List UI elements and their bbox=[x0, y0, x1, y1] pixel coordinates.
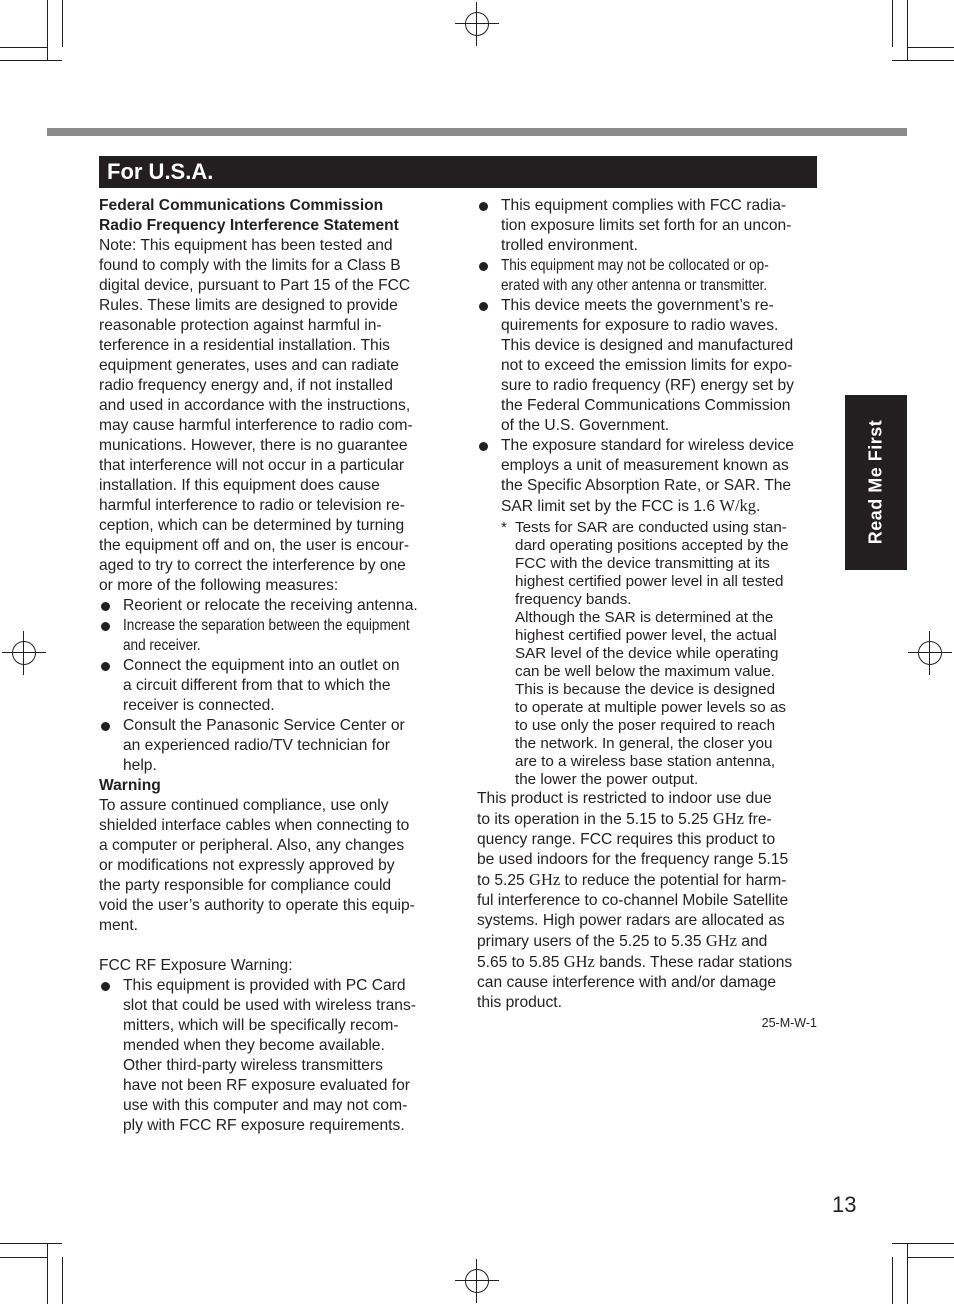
heading: Federal Communications Commission bbox=[99, 197, 384, 214]
indoor-paragraph bbox=[477, 789, 817, 1013]
text-line: sure to radio frequency (RF) energy set by bbox=[501, 377, 794, 394]
text-line: Although the SAR is determined at the bbox=[515, 609, 774, 626]
list-item bbox=[477, 296, 817, 436]
crop-mark bbox=[892, 1257, 893, 1304]
warning-heading: Warning bbox=[99, 777, 161, 794]
list-item bbox=[99, 616, 439, 656]
text-line: ception, which can be determined by turning bbox=[99, 517, 405, 534]
crop-mark bbox=[47, 0, 48, 60]
asterisk: * bbox=[501, 519, 507, 536]
text-line: or more of the following measures: bbox=[99, 577, 339, 594]
crop-mark bbox=[907, 0, 908, 60]
registration-mark-icon bbox=[455, 1259, 499, 1303]
list-item bbox=[99, 976, 439, 1136]
text-line: ful interference to co-channel Mobile Satellite bbox=[477, 892, 789, 909]
text-line: The exposure standard for wireless device bbox=[501, 437, 794, 454]
text-line: highest certified power level, the actual bbox=[515, 627, 777, 644]
text-line: ply with FCC RF exposure requirements. bbox=[123, 1117, 405, 1134]
text-line: FCC with the device transmitting at its bbox=[515, 555, 770, 572]
text-line: systems. High power radars are allocated as bbox=[477, 912, 785, 929]
list-item bbox=[99, 716, 439, 776]
text-line: SAR limit set by the FCC is 1.6 W/kg. bbox=[501, 496, 761, 515]
bullet-icon bbox=[479, 442, 488, 451]
text-line: primary users of the 5.25 to 5.35 GHz and bbox=[477, 931, 768, 950]
text-line: a computer or peripheral. Also, any changes bbox=[99, 837, 405, 854]
list-item bbox=[477, 436, 817, 517]
registration-mark-icon bbox=[2, 631, 46, 675]
unit-text: GHz bbox=[529, 870, 561, 889]
heading: Radio Frequency Interference Statement bbox=[99, 217, 399, 234]
text-line: This product is restricted to indoor use due bbox=[477, 790, 772, 807]
text-line: This device is designed and manufactured bbox=[501, 337, 794, 354]
text-line: the Specific Absorption Rate, or SAR. The bbox=[501, 477, 792, 494]
text-line: tion exposure limits set forth for an uncon- bbox=[501, 217, 792, 234]
list-item bbox=[99, 656, 439, 716]
crop-mark bbox=[892, 60, 954, 61]
text-line: munications. However, there is no guarantee bbox=[99, 437, 408, 454]
unit-text: GHz bbox=[563, 952, 595, 971]
unit-text: GHz bbox=[705, 931, 737, 950]
text-line: Reorient or relocate the receiving antenna. bbox=[123, 597, 418, 614]
text-line: Connect the equipment into an outlet on bbox=[123, 657, 400, 674]
crop-mark bbox=[907, 1257, 954, 1258]
text-line: to its operation in the 5.15 to 5.25 GHz fre- bbox=[477, 809, 772, 828]
text-line: to 5.25 GHz to reduce the potential for harm- bbox=[477, 870, 787, 889]
text-line: void the user’s authority to operate this equip- bbox=[99, 897, 415, 914]
text-line: a circuit different from that to which the bbox=[123, 677, 391, 694]
text-line: equipment generates, uses and can radiate bbox=[99, 357, 399, 374]
bullet-icon bbox=[479, 302, 488, 311]
text-line: be used indoors for the frequency range 5.15 bbox=[477, 851, 789, 868]
crop-mark bbox=[0, 1243, 62, 1244]
text-line: 5.65 to 5.85 GHz bands. These radar stations bbox=[477, 952, 793, 971]
text-line: Other third-party wireless transmitters bbox=[123, 1057, 383, 1074]
crop-mark bbox=[47, 1243, 48, 1304]
text-line: the network. In general, the closer you bbox=[515, 735, 773, 752]
left-column bbox=[99, 196, 439, 1136]
text-line: This is because the device is designed bbox=[515, 681, 776, 698]
text-line: highest certified power level in all tested bbox=[515, 573, 784, 590]
text-line: This equipment may not be collocated or op- bbox=[501, 257, 769, 274]
text-line: Rules. These limits are designed to provide bbox=[99, 297, 398, 314]
text-line: This equipment complies with FCC radia- bbox=[501, 197, 787, 214]
text-line: To assure continued compliance, use only bbox=[99, 797, 389, 814]
text-line: terference in a residential installation. This bbox=[99, 337, 390, 354]
text-line: to use only the poser required to reach bbox=[515, 717, 776, 734]
text-line: this product. bbox=[477, 994, 562, 1011]
crop-mark bbox=[892, 1243, 954, 1244]
document-code: 25-M-W-1 bbox=[761, 1016, 817, 1030]
bullet-icon bbox=[479, 262, 488, 271]
rf-heading: FCC RF Exposure Warning: bbox=[99, 957, 293, 974]
text-line: found to comply with the limits for a Class B bbox=[99, 257, 401, 274]
text-line: Consult the Panasonic Service Center or bbox=[123, 717, 405, 734]
bullet-icon bbox=[101, 602, 110, 611]
registration-mark-icon bbox=[455, 2, 499, 46]
registration-mark-icon bbox=[908, 631, 952, 675]
footnote bbox=[477, 519, 817, 789]
text-line: the Federal Communications Commission bbox=[501, 397, 791, 414]
list-item bbox=[477, 196, 817, 256]
unit-text: GHz bbox=[712, 809, 744, 828]
text-line: frequency bands. bbox=[515, 591, 632, 608]
text-line: the party responsible for compliance could bbox=[99, 877, 392, 894]
text-line: Increase the separation between the equipment bbox=[123, 617, 410, 634]
crop-mark bbox=[0, 60, 62, 61]
text-line: slot that could be used with wireless trans- bbox=[123, 997, 416, 1014]
crop-mark bbox=[0, 1257, 47, 1258]
text-line: not to exceed the emission limits for expo- bbox=[501, 357, 793, 374]
text-line: This equipment is provided with PC Card bbox=[123, 977, 406, 994]
text-line: can cause interference with and/or damage bbox=[477, 974, 777, 991]
unit-text: W/kg bbox=[719, 496, 757, 515]
section-title: For U.S.A. bbox=[99, 156, 817, 188]
side-tab-label: Read Me First bbox=[865, 419, 886, 545]
text-line: the lower the power output. bbox=[515, 771, 699, 788]
text-line: mitters, which will be specifically recom- bbox=[123, 1017, 399, 1034]
text-line: and used in accordance with the instructions, bbox=[99, 397, 411, 414]
text-line: to operate at multiple power levels so as bbox=[515, 699, 786, 716]
bullet-icon bbox=[101, 982, 110, 991]
text-line: are to a wireless base station antenna, bbox=[515, 753, 776, 770]
text-line: of the U.S. Government. bbox=[501, 417, 670, 434]
text-line: can be well below the maximum value. bbox=[515, 663, 775, 680]
crop-mark bbox=[62, 1257, 63, 1304]
text-line: quirements for exposure to radio waves. bbox=[501, 317, 779, 334]
text-line: installation. If this equipment does cause bbox=[99, 477, 380, 494]
bullet-icon bbox=[101, 622, 110, 631]
text-line: quency range. FCC requires this product to bbox=[477, 831, 776, 848]
text-line: an experienced radio/TV technician for bbox=[123, 737, 390, 754]
text-line: aged to try to correct the interference by one bbox=[99, 557, 406, 574]
text-line: or modifications not expressly approved by bbox=[99, 857, 395, 874]
list-item bbox=[477, 256, 817, 296]
bullet-icon bbox=[101, 722, 110, 731]
text-line: employs a unit of measurement known as bbox=[501, 457, 789, 474]
header-rule bbox=[47, 128, 907, 136]
text-line: Tests for SAR are conducted using stan- bbox=[515, 519, 787, 536]
text-line: have not been RF exposure evaluated for bbox=[123, 1077, 410, 1094]
text-line: dard operating positions accepted by the bbox=[515, 537, 789, 554]
text-line: the equipment off and on, the user is encour- bbox=[99, 537, 410, 554]
text-line: digital device, pursuant to Part 15 of the FCC bbox=[99, 277, 411, 294]
bullet-icon bbox=[101, 662, 110, 671]
crop-mark bbox=[907, 1243, 908, 1304]
text-line: mended when they become available. bbox=[123, 1037, 385, 1054]
spacer bbox=[99, 936, 439, 956]
side-tab bbox=[845, 395, 907, 570]
crop-mark bbox=[62, 0, 63, 47]
text-line: trolled environment. bbox=[501, 237, 638, 254]
text-line: use with this computer and may not com- bbox=[123, 1097, 408, 1114]
right-column bbox=[477, 196, 817, 1033]
crop-mark bbox=[892, 0, 893, 47]
text-line: may cause harmful interference to radio com- bbox=[99, 417, 413, 434]
text-line: that interference will not occur in a particular bbox=[99, 457, 405, 474]
text-line: and receiver. bbox=[123, 637, 201, 654]
text-line: SAR level of the device while operating bbox=[515, 645, 779, 662]
text-line: erated with any other antenna or transmitter. bbox=[501, 277, 768, 294]
text-line: shielded interface cables when connecting to bbox=[99, 817, 410, 834]
page-number: 13 bbox=[832, 1192, 857, 1217]
crop-mark bbox=[0, 47, 47, 48]
text-line: This device meets the government’s re- bbox=[501, 297, 774, 314]
crop-mark bbox=[907, 47, 954, 48]
text-line: help. bbox=[123, 757, 157, 774]
text-line: ment. bbox=[99, 917, 138, 934]
bullet-icon bbox=[479, 202, 488, 211]
list-item bbox=[99, 596, 439, 616]
text-line: receiver is connected. bbox=[123, 697, 275, 714]
text-line: Note: This equipment has been tested and bbox=[99, 237, 393, 254]
text-line: harmful interference to radio or television re- bbox=[99, 497, 405, 514]
text-line: radio frequency energy and, if not installed bbox=[99, 377, 393, 394]
text-line: reasonable protection against harmful in- bbox=[99, 317, 382, 334]
